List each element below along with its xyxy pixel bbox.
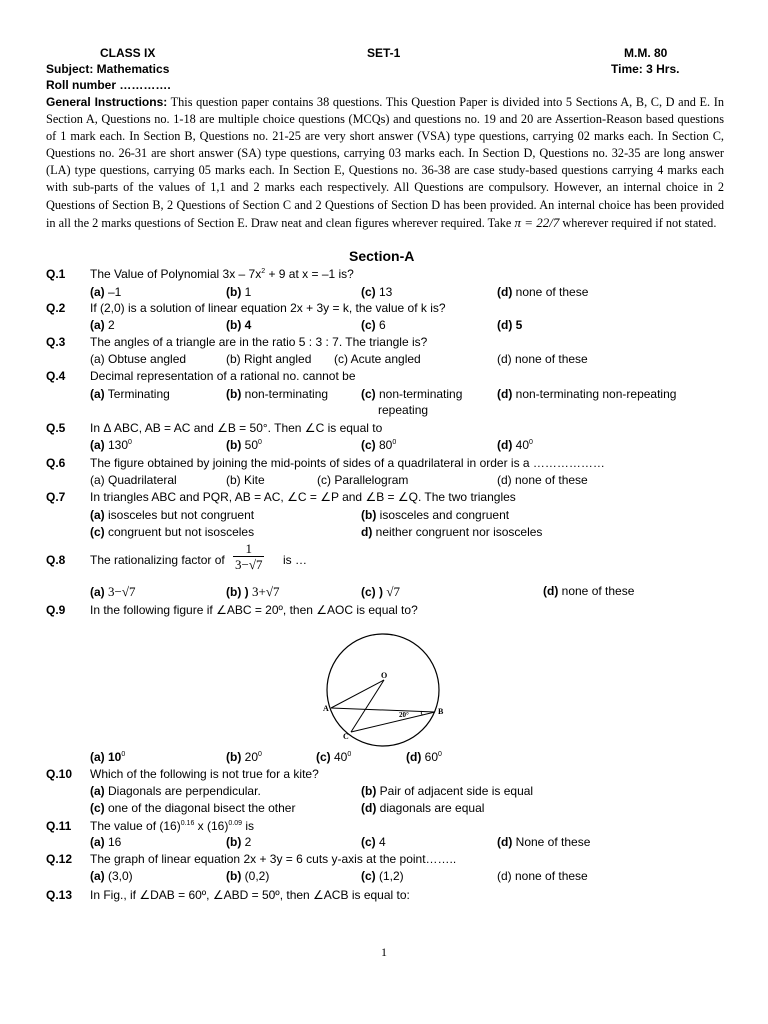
option-text: non-terminating [241,387,329,401]
option-label: (d) [497,387,513,401]
fraction [233,542,264,572]
option-c [361,387,462,402]
option-a [90,508,254,523]
option-text: None of these [512,835,591,849]
option-label: (a) [90,318,105,332]
question-text: If (2,0) is a solution of linear equation 2x + 3y = k, the value of k is? [90,301,446,315]
option-text: 13 [375,285,393,299]
question-number: Q.13 [46,888,73,902]
general-instructions [46,94,724,232]
option-text: none of these [512,285,589,299]
fraction-denominator: 3−√7 [235,557,263,572]
option-d [406,750,442,765]
option-b [226,387,328,402]
option-text: (a) 10 [90,750,122,764]
option-c: (c) Parallelogram [317,473,409,487]
option-label: (b) [226,750,242,764]
question-number: Q.10 [46,767,73,781]
degree-mark: 0 [529,439,533,446]
option-label: (b) [226,387,242,401]
option-text: √7 [386,584,400,599]
option-a [90,387,170,402]
question-number: Q.11 [46,819,72,833]
option-label: (c) [361,869,376,883]
radius-oc [351,680,384,732]
option-text: isosceles and congruent [376,508,510,522]
page-number: 1 [381,945,387,959]
option-text: 40 [330,750,348,764]
option-a [90,835,121,850]
label-c: C [343,732,349,741]
option-d [361,801,484,816]
option-c [361,285,392,300]
chord-ab [331,708,435,712]
option-c [361,318,386,333]
option-label: (b) ) [226,585,249,599]
degree-mark: 0 [347,751,352,758]
option-text: (0,2) [241,869,270,883]
question-text: The figure obtained by joining the mid-points of sides of a quadrilateral in order is a ……………… [90,456,605,470]
option-a [90,784,261,799]
option-label: (c) [316,750,331,764]
option-b [361,508,509,523]
option-b [226,750,262,765]
option-text: 2 [104,318,115,332]
option-d: (d) 5 [497,318,523,332]
question-text [90,819,254,834]
question-number: Q.2 [46,301,66,315]
option-text: none of these [558,584,635,598]
question-text-part: The Value of Polynomial 3x – 7x [90,267,262,281]
option-label: (a) [90,784,105,798]
option-text: 3−√7 [108,584,136,599]
question-text: The graph of linear equation 2x + 3y = 6 cuts y-axis at the point…….. [90,852,457,866]
section-title: Section-A [349,248,415,264]
option-label: (b) [361,784,377,798]
option-text: Pair of adjacent side is equal [376,784,534,798]
option-c-continued: repeating [378,403,429,417]
degree-mark: 0 [258,751,262,758]
option-label: (a) [90,438,105,452]
option-label: (d) [497,438,513,452]
question-number: Q.8 [46,553,66,567]
max-marks: M.M. 80 [624,46,668,60]
option-label: (c) ) [361,585,383,599]
option-b: (b) 4 [226,318,252,332]
option-label: (d) [361,801,377,815]
option-label: (b) [226,438,242,452]
option-label: (c) [361,835,376,849]
question-text-part: x (16) [194,819,229,833]
option-text: congruent but not isosceles [104,525,255,539]
degree-mark: 0 [438,751,442,758]
option-a [90,318,115,333]
question-number: Q.4 [46,369,66,383]
option-b [361,784,533,799]
option-label: (b) [226,285,242,299]
option-text: 50 [241,438,259,452]
question-number: Q.1 [46,267,66,281]
circle [327,634,439,746]
option-text: 3+√7 [252,584,280,599]
question-text-part: is [241,819,254,833]
question-text: In Fig., if ∠DAB = 60º, ∠ABD = 50º, then ∠ACB is equal to: [90,888,410,902]
option-d [497,438,533,453]
option-text: 60 [421,750,439,764]
fraction-numerator: 1 [245,541,252,556]
degree-mark: 0 [258,439,262,446]
instructions-tail: wherever required if not stated. [559,215,717,230]
degree-mark: 0 [121,751,126,758]
set-label: SET-1 [367,46,401,60]
question-text-part: The value of (16) [90,819,181,833]
time-label: Time: 3 Hrs. [611,62,680,76]
option-label: (d) [543,584,559,598]
subject-label: Subject: Mathematics [46,62,170,76]
label-b: B [438,707,444,716]
option-d [543,584,634,599]
pi-value: π = 22/7 [514,214,560,230]
option-text: Terminating [104,387,170,401]
option-c [361,438,396,453]
option-text: non-terminating [375,387,463,401]
option-d: (d) none of these [497,352,588,366]
radius-oa [331,680,384,708]
option-label: (c) [361,387,376,401]
option-b: (b) Kite [226,473,265,487]
option-label: (a) [90,835,105,849]
option-a [90,438,132,453]
option-text: one of the diagonal bisect the other [104,801,296,815]
option-text: 130 [104,438,129,452]
option-c [316,750,351,765]
option-text: (3,0) [104,869,133,883]
option-text: –1 [104,285,122,299]
option-label: (b) [226,869,242,883]
option-label: (c) [90,525,105,539]
option-b: (b) Right angled [226,352,312,366]
question-text: In triangles ABC and PQR, AB = AC, ∠C = ∠P and ∠B = ∠Q. The two triangles [90,490,516,504]
question-text-part: + 9 at x = –1 is? [265,267,354,281]
question-text: Decimal representation of a rational no. cannot be [90,369,356,383]
option-label: (c) [361,318,376,332]
option-text: neither congruent nor isosceles [372,525,543,539]
option-b [226,584,279,600]
question-number: Q.12 [46,852,73,866]
option-label: (d) [497,835,513,849]
option-text: 6 [375,318,386,332]
circle-figure [318,632,448,750]
degree-mark: 0 [128,439,132,446]
exponent: 0.09 [228,820,242,827]
option-b [226,285,251,300]
option-d [497,285,588,300]
option-text: 4 [375,835,386,849]
question-text: In the following figure if ∠ABC = 20º, then ∠AOC is equal to? [90,603,418,617]
option-label: (a) [90,869,105,883]
option-d [497,835,590,850]
option-text: (1,2) [375,869,404,883]
option-label: (a) [90,387,105,401]
option-c [361,869,404,884]
option-c [361,835,386,850]
option-label: (c) [361,438,376,452]
question-number: Q.5 [46,421,66,435]
option-a [90,584,135,600]
question-text: The rationalizing factor of [90,553,225,567]
option-c: (c) Acute angled [334,352,421,366]
question-text: In Δ ABC, AB = AC and ∠B = 50°. Then ∠C is equal to [90,421,383,435]
option-a [90,750,125,765]
option-label: (c) [361,285,376,299]
option-text: 2 [241,835,252,849]
option-text: non-terminating non-repeating [512,387,677,401]
question-text: is … [283,553,307,567]
option-label: (b) [226,835,242,849]
option-text: 16 [104,835,122,849]
option-label: (c) [90,801,105,815]
option-d [497,387,676,402]
option-label: d) [361,525,373,539]
option-label: (d) [497,285,513,299]
option-text: isosceles but not congruent [104,508,255,522]
option-text: 40 [512,438,530,452]
question-number: Q.9 [46,603,66,617]
option-text: diagonals are equal [376,801,485,815]
option-d [361,525,542,540]
label-a: A [323,704,329,713]
option-b [226,438,262,453]
option-a: (a) Obtuse angled [90,352,187,366]
option-text: 1 [241,285,252,299]
option-text: 20 [241,750,259,764]
option-b [226,835,251,850]
option-c [361,584,400,600]
question-number: Q.7 [46,490,66,504]
option-label: (d) [406,750,422,764]
label-o: O [381,671,388,680]
angle-label: 20° [399,711,409,719]
question-text [90,267,354,282]
instructions-body: This question paper contains 38 questions. This Question Paper is divided into 5 Sections A, B, C, D and E. In Section A, Questions no. 1-18 are multiple choice questions (MCQs) and questions no. 19 and 20 are Assertion-Reason based questions of 1 mark each. In Section B, Questions no. 21-25 are very short answer (VSA) type questions, carrying 02 marks each. In Section C, Questions no. 26-31 are short answer (SA) type questions, carrying 03 marks each. In Section D, Questions no. 32-35 are long answer (LA) type questions, carrying 05 marks each. In Section E, Questions no. 36-38 are case study-based questions carrying 4 marks each with sub-parts of the values of 1,1 and 2 marks each respectively. All Questions are compulsory. However, an internal choice in 2 Questions of Section B, 2 Questions of Section C and 2 Questions of Section D has been provided. An internal choice has been provided in all the 2 marks questions of Section E. Draw neat and clean figures wherever required. Take [46,95,724,230]
instructions-lead: General Instructions: [46,95,168,109]
option-label: (a) [90,585,105,599]
option-d: (d) none of these [497,869,588,883]
exponent: 2 [261,268,266,275]
class-label: CLASS IX [100,46,156,60]
exponent: 0.16 [180,820,195,827]
option-label: (b) [361,508,377,522]
option-a: (a) Quadrilateral [90,473,177,487]
option-c [90,525,254,540]
option-c [90,801,295,816]
option-d: (d) none of these [497,473,588,487]
option-b [226,869,269,884]
question-number: Q.3 [46,335,66,349]
option-text: Diagonals are perpendicular. [104,784,261,798]
degree-mark: 0 [392,439,397,446]
option-label: (a) [90,508,105,522]
question-text: The angles of a triangle are in the ratio 5 : 3 : 7. The triangle is? [90,335,428,349]
option-text: 80 [375,438,393,452]
question-text: Which of the following is not true for a kite? [90,767,319,781]
option-a [90,869,133,884]
roll-number: Roll number …………. [46,78,171,92]
question-number: Q.6 [46,456,66,470]
option-a [90,285,121,300]
option-label: (a) [90,285,105,299]
